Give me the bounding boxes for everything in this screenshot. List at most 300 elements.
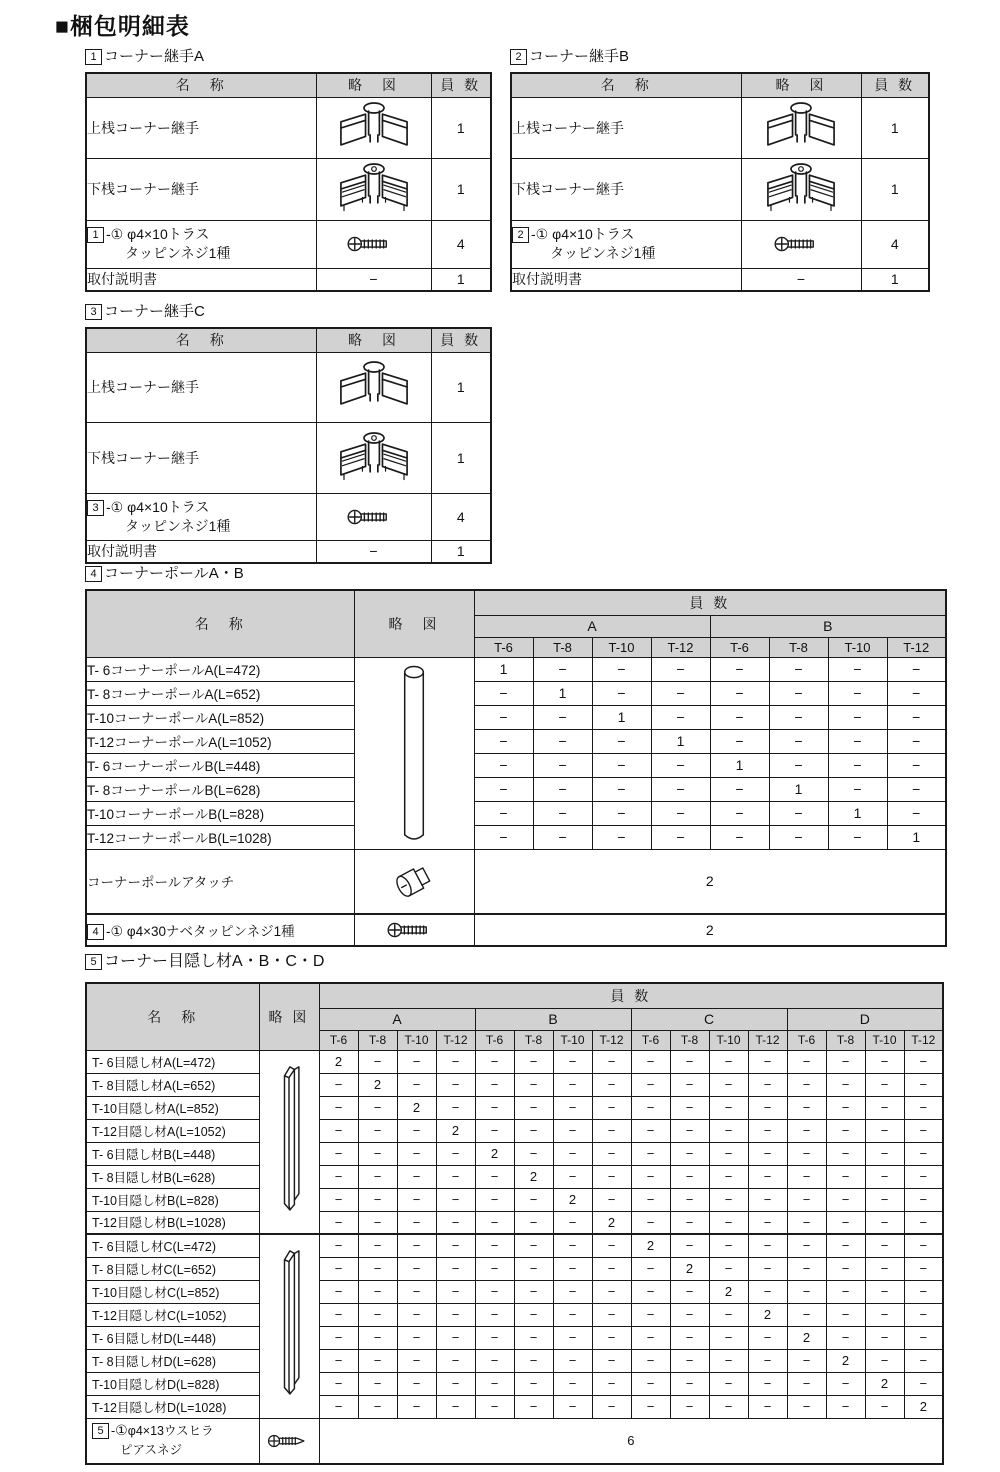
qty-value: − <box>709 1257 748 1280</box>
pan-screw-icon <box>354 914 474 946</box>
sketch-dash: − <box>741 268 861 291</box>
qty-value: − <box>631 1280 670 1303</box>
qty-value: − <box>787 1280 826 1303</box>
boxed-number: 4 <box>85 566 102 582</box>
qty-value: − <box>826 1165 865 1188</box>
qty-value: 1 <box>431 158 491 220</box>
qty-value: − <box>358 1188 397 1211</box>
qty-value: − <box>904 1073 943 1096</box>
row-label: 1 -① φ4×10トラス タッピンネジ1種 <box>86 220 316 268</box>
qty-value: − <box>904 1326 943 1349</box>
qty-value: − <box>553 1372 592 1395</box>
boxed-number: 3 <box>87 500 104 516</box>
qty-value: − <box>769 801 828 825</box>
qty-value: − <box>475 1165 514 1188</box>
qty-value: − <box>514 1188 553 1211</box>
qty-value: − <box>748 1349 787 1372</box>
boxed-number: 5 <box>92 1423 109 1439</box>
qty-value: − <box>436 1165 475 1188</box>
qty-value: − <box>319 1372 358 1395</box>
corner-joint-lower-icon <box>316 158 431 220</box>
qty-value: 1 <box>474 657 533 681</box>
row-label: T- 6コーナーポールA(L=472) <box>86 657 354 681</box>
qty-value: 1 <box>533 681 592 705</box>
table-row <box>86 268 491 291</box>
qty-value: − <box>826 1096 865 1119</box>
row-label: T- 6目隠し材A(L=472) <box>86 1050 259 1073</box>
qty-value: − <box>828 705 887 729</box>
qty-value: − <box>787 1119 826 1142</box>
col-header-name: 名 称 <box>86 590 354 657</box>
qty-value: − <box>358 1349 397 1372</box>
row-label: 下桟コーナー継手 <box>86 158 316 220</box>
screw-spec-line2: タッピンネジ1種 <box>125 245 231 261</box>
qty-value: − <box>631 1372 670 1395</box>
qty-value: − <box>514 1303 553 1326</box>
qty-value: − <box>787 1142 826 1165</box>
qty-value: − <box>475 1050 514 1073</box>
qty-value: − <box>769 657 828 681</box>
boxed-number: 2 <box>510 49 527 65</box>
circled-number: ① <box>535 226 549 242</box>
qty-value: − <box>826 1326 865 1349</box>
qty-value: − <box>670 1050 709 1073</box>
qty-value: 1 <box>769 777 828 801</box>
table-row <box>86 1280 943 1303</box>
qty-value: − <box>514 1234 553 1257</box>
qty-value: − <box>358 1096 397 1119</box>
col-header-qty: 員 数 <box>319 983 943 1008</box>
qty-value: − <box>436 1142 475 1165</box>
qty-value: − <box>474 825 533 849</box>
table-row <box>86 777 946 801</box>
qty-value: − <box>709 1050 748 1073</box>
qty-value: − <box>709 1326 748 1349</box>
qty-value: − <box>710 801 769 825</box>
qty-value: − <box>709 1119 748 1142</box>
qty-value: − <box>514 1326 553 1349</box>
row-label: T-10目隠し材B(L=828) <box>86 1188 259 1211</box>
qty-value: 4 <box>861 220 929 268</box>
section-corner-joint-b <box>510 45 930 292</box>
qty-value: − <box>514 1395 553 1418</box>
qty-value: − <box>397 1349 436 1372</box>
group-header: D <box>787 1008 943 1030</box>
row-label: T-12目隠し材B(L=1028) <box>86 1211 259 1234</box>
qty-value: − <box>397 1050 436 1073</box>
qty-value: − <box>533 753 592 777</box>
qty-value: − <box>828 777 887 801</box>
qty-value: − <box>319 1119 358 1142</box>
qty-value: − <box>533 705 592 729</box>
qty-value: − <box>631 1119 670 1142</box>
qty-value: − <box>904 1280 943 1303</box>
qty-value: − <box>651 705 710 729</box>
size-header: T-12 <box>592 1030 631 1050</box>
qty-value: − <box>748 1326 787 1349</box>
qty-value: − <box>748 1234 787 1257</box>
row-label: 取付説明書 <box>86 540 316 563</box>
qty-value: − <box>865 1073 904 1096</box>
qty-value: − <box>709 1211 748 1234</box>
section-corner-pole <box>85 562 947 947</box>
table-title-text: コーナーポールA・B <box>104 565 244 582</box>
qty-value: 4 <box>431 220 491 268</box>
qty-value: − <box>865 1165 904 1188</box>
size-header: T-12 <box>436 1030 475 1050</box>
qty-value: − <box>631 1211 670 1234</box>
qty-value: − <box>651 681 710 705</box>
size-header: T-10 <box>553 1030 592 1050</box>
qty-value: − <box>865 1349 904 1372</box>
table-title-joint-b <box>510 45 930 66</box>
qty-value: − <box>397 1142 436 1165</box>
qty-value: − <box>475 1073 514 1096</box>
qty-value: − <box>475 1211 514 1234</box>
qty-value: 2 <box>436 1119 475 1142</box>
qty-value: − <box>787 1188 826 1211</box>
qty-value: − <box>631 1050 670 1073</box>
table-title-text: コーナー継手A <box>104 48 205 65</box>
qty-value: − <box>514 1050 553 1073</box>
circled-number: ① <box>110 923 124 939</box>
qty-value: − <box>865 1142 904 1165</box>
table-row <box>511 220 929 268</box>
qty-value: − <box>887 777 946 801</box>
qty-value: − <box>651 825 710 849</box>
qty-value: − <box>533 825 592 849</box>
qty-value: − <box>553 1142 592 1165</box>
qty-value: − <box>592 657 651 681</box>
row-label: 下桟コーナー継手 <box>86 422 316 493</box>
qty-value: − <box>631 1142 670 1165</box>
corner-joint-upper-icon <box>316 352 431 422</box>
qty-value: − <box>709 1303 748 1326</box>
qty-value: − <box>709 1073 748 1096</box>
qty-value: 2 <box>474 914 946 946</box>
size-header: T-10 <box>592 637 651 657</box>
qty-value: − <box>865 1211 904 1234</box>
qty-value: − <box>533 801 592 825</box>
col-header-sketch: 略 図 <box>354 590 474 657</box>
qty-value: − <box>748 1395 787 1418</box>
size-header: T-8 <box>670 1030 709 1050</box>
qty-value: − <box>787 1349 826 1372</box>
qty-value: − <box>358 1303 397 1326</box>
group-header: A <box>319 1008 475 1030</box>
table-corner-joint-c <box>85 327 492 564</box>
qty-value: − <box>592 801 651 825</box>
boxed-number: 1 <box>87 227 104 243</box>
qty-value: 1 <box>651 729 710 753</box>
qty-value: − <box>397 1303 436 1326</box>
qty-value: − <box>709 1349 748 1372</box>
row-label: T- 6目隠し材B(L=448) <box>86 1142 259 1165</box>
qty-value: − <box>397 1372 436 1395</box>
col-header-sketch: 略 図 <box>741 73 861 97</box>
qty-value: − <box>319 1096 358 1119</box>
qty-value: − <box>592 1050 631 1073</box>
qty-value: 2 <box>709 1280 748 1303</box>
qty-value: − <box>358 1119 397 1142</box>
qty-value: − <box>826 1119 865 1142</box>
qty-value: − <box>631 1073 670 1096</box>
table-row <box>86 729 946 753</box>
row-label: T- 8コーナーポールA(L=652) <box>86 681 354 705</box>
qty-value: − <box>631 1096 670 1119</box>
table-row <box>86 657 946 681</box>
qty-value: − <box>904 1372 943 1395</box>
table-row <box>86 540 491 563</box>
size-header: T-6 <box>319 1030 358 1050</box>
qty-value: − <box>904 1211 943 1234</box>
size-header: T-6 <box>474 637 533 657</box>
table-row <box>511 97 929 158</box>
qty-value: − <box>475 1303 514 1326</box>
qty-value: − <box>904 1349 943 1372</box>
qty-value: − <box>553 1096 592 1119</box>
table-title-joint-c <box>85 300 492 321</box>
qty-value: − <box>709 1142 748 1165</box>
qty-value: − <box>748 1142 787 1165</box>
qty-value: − <box>865 1096 904 1119</box>
qty-value: − <box>651 801 710 825</box>
qty-value: − <box>592 1372 631 1395</box>
qty-value: − <box>826 1211 865 1234</box>
qty-value: − <box>787 1050 826 1073</box>
table-row <box>86 849 946 914</box>
row-label: T-10目隠し材C(L=852) <box>86 1280 259 1303</box>
qty-value: 1 <box>431 352 491 422</box>
circled-number: ① <box>110 498 124 515</box>
qty-value: − <box>436 1096 475 1119</box>
corner-joint-lower-icon <box>741 158 861 220</box>
qty-value: − <box>592 777 651 801</box>
row-label: T-10目隠し材A(L=852) <box>86 1096 259 1119</box>
table-row <box>86 1211 943 1234</box>
qty-value: − <box>651 753 710 777</box>
qty-value: − <box>769 681 828 705</box>
boxed-number: 1 <box>85 49 102 65</box>
row-label: 取付説明書 <box>86 268 316 291</box>
qty-value: − <box>670 1372 709 1395</box>
screw-spec: φ4×10トラス <box>127 498 210 515</box>
row-label: T- 8コーナーポールB(L=628) <box>86 777 354 801</box>
qty-value: − <box>748 1050 787 1073</box>
corner-joint-upper-icon <box>316 97 431 158</box>
qty-value: − <box>887 657 946 681</box>
qty-value: − <box>592 1257 631 1280</box>
pierce-screw-icon <box>259 1418 319 1464</box>
table-row <box>86 753 946 777</box>
qty-value: 2 <box>904 1395 943 1418</box>
qty-value: − <box>887 729 946 753</box>
qty-value: − <box>769 753 828 777</box>
col-header-name: 名 称 <box>86 73 316 97</box>
page-title: ■梱包明細表 <box>55 13 190 39</box>
qty-value: − <box>651 777 710 801</box>
qty-value: − <box>592 1188 631 1211</box>
qty-value: − <box>865 1119 904 1142</box>
qty-value: − <box>670 1303 709 1326</box>
pole-attach-icon <box>354 849 474 914</box>
qty-value: − <box>592 681 651 705</box>
table-row <box>86 1050 943 1073</box>
qty-value: − <box>436 1395 475 1418</box>
row-label: T-10コーナーポールA(L=852) <box>86 705 354 729</box>
qty-value: − <box>592 1349 631 1372</box>
screw-spec: φ4×10トラス <box>127 226 210 242</box>
qty-value: 2 <box>514 1165 553 1188</box>
qty-value: − <box>904 1257 943 1280</box>
qty-value: − <box>769 729 828 753</box>
qty-value: − <box>592 1165 631 1188</box>
qty-value: − <box>319 1280 358 1303</box>
qty-value: − <box>475 1349 514 1372</box>
table-row <box>86 914 946 946</box>
qty-value: − <box>748 1165 787 1188</box>
table-corner-blind <box>85 982 944 1465</box>
qty-value: − <box>592 1395 631 1418</box>
qty-value: − <box>553 1073 592 1096</box>
qty-value: − <box>592 1119 631 1142</box>
qty-value: 1 <box>861 97 929 158</box>
qty-value: − <box>533 657 592 681</box>
qty-value: 1 <box>431 97 491 158</box>
size-header: T-6 <box>710 637 769 657</box>
size-header: T-6 <box>475 1030 514 1050</box>
qty-value: − <box>826 1234 865 1257</box>
circled-number: ① <box>115 1422 128 1439</box>
qty-value: − <box>474 753 533 777</box>
qty-value: − <box>709 1188 748 1211</box>
table-row <box>511 268 929 291</box>
blind-profile-icon <box>259 1050 319 1234</box>
qty-value: − <box>358 1257 397 1280</box>
boxed-number: 3 <box>85 304 102 320</box>
pole-icon <box>354 657 474 849</box>
table-row <box>86 1395 943 1418</box>
qty-value: − <box>709 1234 748 1257</box>
qty-value: − <box>592 1234 631 1257</box>
qty-value: − <box>670 1096 709 1119</box>
qty-value: 2 <box>474 849 946 914</box>
sketch-dash: − <box>316 268 431 291</box>
row-label: T- 8目隠し材A(L=652) <box>86 1073 259 1096</box>
col-header-name: 名 称 <box>86 983 259 1050</box>
qty-value: − <box>592 1280 631 1303</box>
qty-value: − <box>475 1372 514 1395</box>
qty-value: − <box>748 1372 787 1395</box>
screw-spec-line2: ピアスネジ <box>120 1443 183 1458</box>
qty-value: − <box>904 1188 943 1211</box>
row-label: T-10コーナーポールB(L=828) <box>86 801 354 825</box>
qty-value: − <box>436 1326 475 1349</box>
qty-value: − <box>397 1211 436 1234</box>
qty-value: − <box>397 1395 436 1418</box>
row-label: T-12目隠し材A(L=1052) <box>86 1119 259 1142</box>
qty-value: 2 <box>592 1211 631 1234</box>
qty-value: 2 <box>748 1303 787 1326</box>
qty-value: − <box>787 1395 826 1418</box>
group-header: B <box>710 615 946 637</box>
qty-value: 1 <box>861 158 929 220</box>
qty-value: 2 <box>397 1096 436 1119</box>
table-row <box>86 705 946 729</box>
qty-value: − <box>436 1280 475 1303</box>
group-header: B <box>475 1008 631 1030</box>
row-label: 5 -①φ4×13ウスヒラ ピアスネジ <box>86 1418 259 1464</box>
qty-value: − <box>592 1096 631 1119</box>
qty-value: − <box>358 1165 397 1188</box>
row-label: 4 -① φ4×30ナベタッピンネジ1種 <box>86 914 354 946</box>
table-row <box>86 1349 943 1372</box>
size-header: T-8 <box>533 637 592 657</box>
qty-value: − <box>826 1395 865 1418</box>
screw-spec: φ4×30ナベタッピンネジ1種 <box>126 924 295 939</box>
col-header-qty: 員 数 <box>431 328 491 352</box>
table-row <box>86 352 491 422</box>
qty-value: − <box>709 1165 748 1188</box>
qty-value: − <box>865 1188 904 1211</box>
size-header: T-8 <box>514 1030 553 1050</box>
table-row <box>86 1096 943 1119</box>
qty-value: − <box>670 1349 709 1372</box>
qty-value: − <box>710 729 769 753</box>
qty-value: − <box>475 1326 514 1349</box>
table-row <box>86 825 946 849</box>
qty-value: − <box>887 705 946 729</box>
qty-value: − <box>828 657 887 681</box>
qty-value: − <box>319 1165 358 1188</box>
qty-value: − <box>748 1257 787 1280</box>
corner-joint-upper-icon <box>741 97 861 158</box>
qty-value: 2 <box>631 1234 670 1257</box>
size-header: T-6 <box>631 1030 670 1050</box>
qty-value: − <box>514 1349 553 1372</box>
qty-value: − <box>319 1073 358 1096</box>
qty-value: − <box>553 1280 592 1303</box>
qty-value: − <box>826 1050 865 1073</box>
qty-value: − <box>826 1280 865 1303</box>
size-header: T-10 <box>397 1030 436 1050</box>
qty-value: − <box>748 1073 787 1096</box>
row-label: 取付説明書 <box>511 268 741 291</box>
row-label: T- 8目隠し材D(L=628) <box>86 1349 259 1372</box>
table-corner-pole <box>85 589 947 947</box>
qty-value: 2 <box>553 1188 592 1211</box>
qty-value: − <box>748 1280 787 1303</box>
qty-value: − <box>887 801 946 825</box>
qty-value: − <box>514 1257 553 1280</box>
qty-value: − <box>592 1326 631 1349</box>
row-label: 上桟コーナー継手 <box>86 97 316 158</box>
qty-value: 2 <box>787 1326 826 1349</box>
qty-value: − <box>514 1211 553 1234</box>
table-row <box>86 801 946 825</box>
qty-value: − <box>553 1119 592 1142</box>
qty-value: − <box>592 729 651 753</box>
qty-value: − <box>670 1280 709 1303</box>
row-label: T-12目隠し材C(L=1052) <box>86 1303 259 1326</box>
qty-value: − <box>436 1303 475 1326</box>
qty-value: − <box>670 1165 709 1188</box>
qty-value: 1 <box>431 422 491 493</box>
qty-value: − <box>709 1372 748 1395</box>
qty-value: − <box>474 801 533 825</box>
qty-value: − <box>787 1257 826 1280</box>
col-header-qty: 員 数 <box>861 73 929 97</box>
